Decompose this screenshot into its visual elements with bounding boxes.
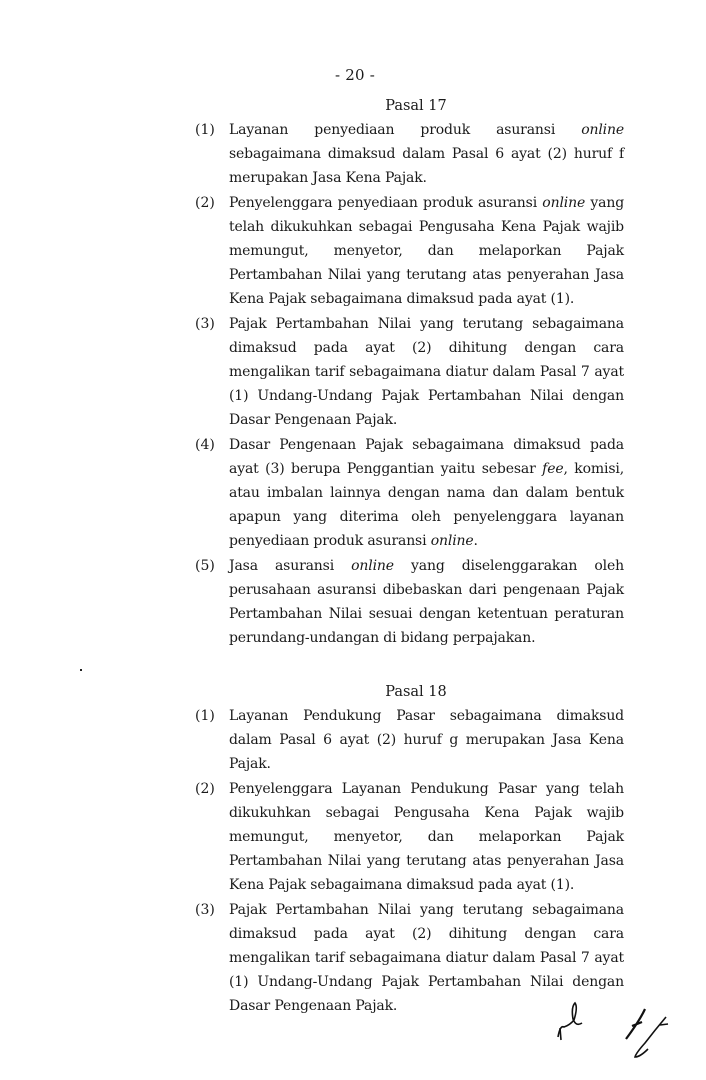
text-run: Pajak Pertambahan Nilai yang terutang sebagaimana dimaksud pada ayat (2) dihitung dengan cara mengalikan tarif sebagaimana diatur dalam Pasal 7 ayat (1) Undang-Undang Pajak Pertambahan Nilai dengan Dasar Pengenaan Pajak. [229, 901, 624, 1015]
paragraph-number: (3) [195, 315, 215, 332]
paragraph-text [229, 191, 624, 312]
text-run: Penyelenggara Layanan Pendukung Pasar yang telah dikukuhkan sebagai Pengusaha Kena Pajak wajib memungut, menyetor, dan melaporkan Pajak Pertambahan Nilai yang terutang atas penyerahan Jasa Kena Pajak sebagaimana dimaksud pada ayat (1). [229, 780, 624, 894]
paragraph-number: (5) [195, 557, 215, 574]
paragraph-number: (3) [195, 901, 215, 918]
paragraph-number: (2) [195, 194, 215, 211]
signature-initials-icon [540, 995, 680, 1065]
scan-speck [80, 669, 82, 671]
text-run: yang telah dikukuhkan sebagai Pengusaha Kena Pajak wajib memungut, menyetor, dan melaporkan Pajak Pertambahan Nilai yang terutang atas penyerahan Jasa Kena Pajak sebagaimana dimaksud pada ayat (1). [229, 194, 625, 308]
italic-term: online [351, 557, 394, 574]
paragraph-text [229, 118, 624, 191]
paragraph-item [192, 554, 624, 651]
text-run: . [473, 533, 478, 550]
italic-term: online [581, 122, 624, 138]
italic-term: online [430, 533, 474, 550]
text-run: Penyelenggara penyediaan produk asuransi [229, 194, 543, 211]
paragraph-text [229, 777, 624, 898]
paragraph-text [229, 704, 624, 777]
italic-term: fee [542, 460, 564, 477]
paragraph-item [192, 704, 624, 777]
paragraph-item [192, 118, 624, 191]
paragraph-item [192, 433, 624, 554]
paragraph-number: (4) [195, 436, 215, 453]
pasal-18-section [192, 680, 624, 1019]
paragraph-text [229, 433, 624, 554]
text-run: , komisi, atau imbalan lainnya dengan nama dan dalam bentuk apapun yang diterima oleh penyelenggara layanan penyediaan produk asuransi [229, 460, 625, 550]
paragraph-text [229, 312, 624, 433]
paragraph-number: (2) [195, 780, 215, 797]
paragraph-item [192, 312, 624, 433]
paragraph-item [192, 191, 624, 312]
paragraph-number: (1) [195, 122, 215, 138]
section-title: Pasal 18 [385, 684, 447, 700]
text-run: Dasar Pengenaan Pajak sebagaimana dimaksud pada ayat (3) berupa Penggantian yaitu sebesar [229, 436, 624, 477]
text-run: Jasa asuransi [229, 557, 352, 574]
section-title: Pasal 17 [385, 98, 447, 114]
paragraph-text [229, 554, 624, 651]
italic-term: online [542, 194, 586, 211]
text-run: Pajak Pertambahan Nilai yang terutang sebagaimana dimaksud pada ayat (2) dihitung dengan cara mengalikan tarif sebagaimana diatur dalam Pasal 7 ayat (1) Undang-Undang Pajak Pertambahan Nilai dengan Dasar Pengenaan Pajak. [229, 315, 624, 429]
text-run: Layanan Pendukung Pasar sebagaimana dimaksud dalam Pasal 6 ayat (2) huruf g merupakan Jasa Kena Pajak. [229, 708, 624, 773]
pasal-17-section [192, 94, 624, 650]
text-run: Layanan penyediaan produk asuransi [229, 122, 582, 138]
text-run: yang diselenggarakan oleh perusahaan asuransi dibebaskan dari pengenaan Pajak Pertambahan Nilai sesuai dengan ketentuan peraturan perundang-undangan di bidang perpajakan. [229, 557, 624, 647]
page-number: - 20 - [335, 66, 375, 84]
paragraph-number: (1) [195, 708, 215, 724]
paragraph-item [192, 777, 624, 898]
text-run: sebagaimana dimaksud dalam Pasal 6 ayat (2) huruf f merupakan Jasa Kena Pajak. [229, 146, 624, 187]
